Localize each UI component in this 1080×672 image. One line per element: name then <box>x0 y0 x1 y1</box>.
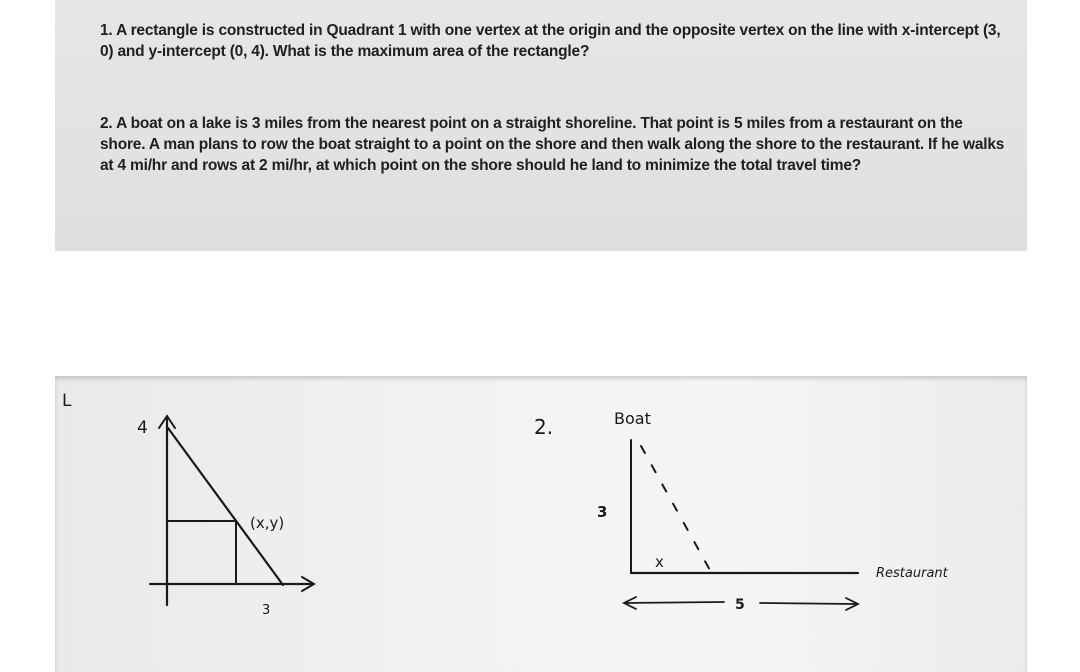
y-intercept-label: 4 <box>137 418 148 438</box>
diagram-2-boat-sketch <box>624 440 858 610</box>
intercept-line <box>168 428 283 585</box>
distance-arrow-right <box>760 603 856 604</box>
corner-mark: L <box>62 391 72 411</box>
problem-1-text: A rectangle is constructed in Quadrant 1 with one vertex at the origin and the opposite vertex on the line with x-intercept (3, 0) and y-intercept (0, 4). What is the maximum area of the rectangle? <box>100 22 1001 60</box>
distance-label: 5 <box>735 597 745 613</box>
boat-label: Boat <box>614 409 651 428</box>
landing-point-label: x <box>655 553 664 571</box>
boat-distance-label: 3 <box>597 503 608 521</box>
diagram-2-number: 2. <box>534 415 554 439</box>
problem-1-number: 1. <box>100 22 113 39</box>
point-label: (x,y) <box>250 514 285 532</box>
rowing-path <box>641 446 711 572</box>
distance-arrow-left <box>626 602 724 603</box>
problem-2-text: A boat on a lake is 3 miles from the nearest point on a straight shoreline. That point is 5 miles from a restaurant on the shore. A man plans to row the boat straight to a point on the shore and then walk along the shore to the restaurant. If he walks at 4 mi/hr and rows at 2 mi/hr, at which point on the shore should he land to minimize the total travel time? <box>100 115 1005 174</box>
x-intercept-label: 3 <box>262 603 271 618</box>
restaurant-label: Restaurant <box>876 566 948 581</box>
problem-2-number: 2. <box>100 115 113 132</box>
diagram-1-rectangle-sketch <box>150 416 314 605</box>
